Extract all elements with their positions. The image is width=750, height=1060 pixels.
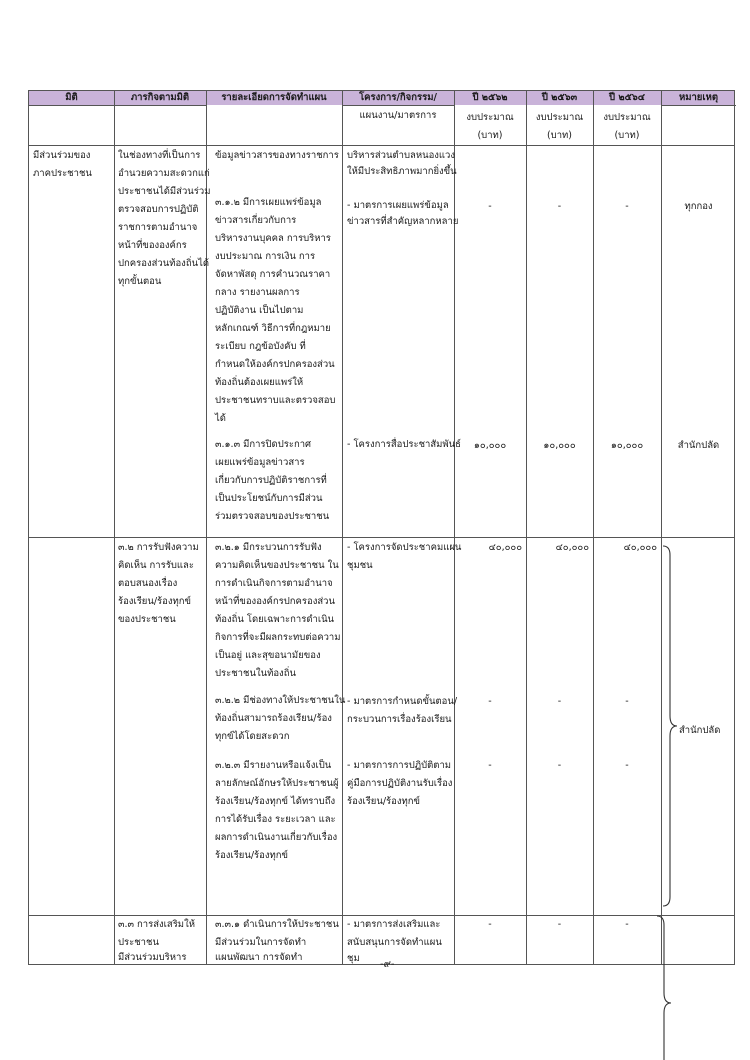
detail-text: จัดหาพัสดุ การคำนวณราคา [215,269,331,280]
header-plan-detail: รายละเอียดการจัดทำแผน [221,92,327,103]
detail-text: ระเบียบ กฎข้อบังคับ ที่ [215,341,306,352]
budget-2564: ๑๐,๐๐๐ [610,440,644,451]
mission-text: คิดเห็น การรับและ [118,560,194,571]
project-text: ให้มีประสิทธิภาพมากยิ่งขึ้น [347,166,457,177]
budget-2563: ๔๐,๐๐๐ [555,542,589,553]
dimension-text: มีส่วนร่วมของ [33,150,91,161]
detail-text: ร้องเรียน/ร้องทุกข์ ได้ทราบถึง [215,796,336,807]
mission-text: ราชการตามอำนาจ [118,222,198,233]
mission-text: ในช่องทางที่เป็นการ [118,150,201,161]
detail-text: กิจการที่จะมีผลกระทบต่อความ [215,632,341,643]
detail-text: เป็นประโยชน์กับการมีส่วน [215,493,323,504]
budget-2563: - [557,760,562,771]
detail-text: ท้องถิ่นสามารถร้องเรียน/ร้อง [215,713,332,724]
header-project: โครงการ/กิจกรรม/ [359,92,437,103]
mission-text: มีส่วนร่วมบริหาร [118,952,187,963]
plan-table [28,90,735,965]
detail-text: ประชาชนทราบและตรวจสอบ [215,395,336,406]
detail-text: เผยแพร่ข้อมูลข่าวสาร [215,457,305,468]
mission-text: อำนวยความสะดวกแก่ [118,168,210,179]
detail-text: บริหารงานบุคคล การบริหาร [215,233,331,244]
detail-text: ร่วมตรวจสอบของประชาชน [215,511,330,522]
header-year-2562: ปี ๒๕๖๒ [472,92,508,103]
detail-text: ปฏิบัติงาน เป็นไปตาม [215,305,304,316]
mission-3-2: ๓.๒ การรับฟังความ [118,542,199,553]
detail-text: ข่าวสารเกี่ยวกับการ [215,215,297,226]
mission-text: ตอบสนองเรื่อง [118,578,178,589]
header-budget: งบประมาณ [466,112,514,123]
budget-2564: ๔๐,๐๐๐ [623,542,657,553]
project-3-1-2: - มาตรการเผยแพร่ข้อมูล [347,200,449,211]
section-divider [29,915,734,916]
detail-text: หลักเกณฑ์ วิธีการที่กฎหมาย [215,323,331,334]
remark-text: สำนักปลัด [677,440,720,451]
detail-text: ความคิดเห็นของประชาชน ใน [215,560,339,571]
detail-text: การดำเนินกิจการตามอำนาจ [215,578,333,589]
project-text: สนับสนุนการจัดทำแผน [347,937,442,948]
mission-text: ประชาชนได้มีส่วนร่วม [118,186,211,197]
detail-3-3-1: ๓.๓.๑ ดำเนินการให้ประชาชน [215,919,339,930]
detail-text: เป็นอยู่ และสุขอนามัยของ [215,650,321,661]
detail-3-2-1: ๓.๒.๑ มีกระบวนการรับฟัง [215,542,322,553]
header-budget: งบประมาณ [603,112,651,123]
section-divider [29,537,734,538]
mission-text: ร้องเรียน/ร้องทุกข์ [118,596,192,607]
detail-text: หน้าที่ขององค์กรปกครองส่วน [215,596,335,607]
detail-text: ผลการดำเนินงานเกี่ยวกับเรื่อง [215,832,338,843]
header-budget: งบประมาณ [535,112,584,123]
project-3-2-2: - มาตรการกำหนดขั้นตอน/ [347,696,458,707]
project-3-1-3: - โครงการสื่อประชาสัมพันธ์ [347,439,461,450]
header-baht: (บาท) [477,130,503,141]
column-divider [526,91,527,964]
budget-2564: - [625,201,629,212]
dimension-text: ภาคประชาชน [33,168,92,179]
header-mission: ภารกิจตามมิติ [130,92,190,103]
detail-text: ร้องเรียน/ร้องทุกข์ [215,850,289,861]
mission-text: ทุกขั้นตอน [118,276,162,287]
detail-text: เกี่ยวกับการปฏิบัติราชการที่ [215,475,327,486]
header-baht: (บาท) [614,130,640,141]
remark-text: ทุกกอง [684,201,713,212]
detail-3-2-3: ๓.๒.๓ มีรายงานหรือแจ้งเป็น [215,760,332,771]
column-divider [206,91,207,964]
header-year-2563: ปี ๒๕๖๓ [541,92,578,103]
project-text: ข่าวสารที่สำคัญหลากหลาย [347,216,459,227]
header-project-2: แผนงาน/มาตรการ [359,110,437,121]
budget-2562: - [488,919,492,930]
mission-text: ประชาชน [118,937,159,948]
page-number: -๙- [380,959,395,970]
detail-text: ประชาชนในท้องถิ่น [215,668,296,679]
budget-2563: - [557,696,562,707]
budget-2563: - [557,919,562,930]
header-bottom-line [29,145,734,146]
detail-text: แผนพัฒนา การจัดทำ [215,952,303,963]
project-3-2-1: - โครงการจัดประชาคมแผน [347,542,462,553]
budget-2562: ๑๐,๐๐๐ [473,440,507,451]
project-3-3-1: - มาตรการส่งเสริมและ [347,919,441,930]
detail-text: ลายลักษณ์อักษรให้ประชาชนผู้ [215,778,339,789]
detail-text: กลาง รายงานผลการ [215,287,300,298]
budget-2564: - [625,696,629,707]
detail-text: ท้องถิ่น โดยเฉพาะการดำเนิน [215,614,335,625]
header-year-2564: ปี ๒๕๖๔ [608,92,645,103]
column-divider [114,91,115,964]
budget-2564: - [625,760,629,771]
budget-2562: - [488,201,492,212]
detail-text: ข้อมูลข่าวสารของทางราชการ [215,150,339,161]
detail-text: ได้ [215,413,226,424]
header-baht: (บาท) [546,130,573,141]
detail-text: ทุกข์ได้โดยสะดวก [215,731,290,742]
project-text: คู่มือการปฏิบัติงานรับเรื่อง [347,778,453,789]
mission-text: ของประชาชน [118,614,176,625]
budget-2562: ๔๐,๐๐๐ [488,542,522,553]
mission-3-3: ๓.๓ การส่งเสริมให้ [118,919,195,930]
budget-2562: - [488,760,492,771]
curly-brace-icon [661,545,681,907]
detail-3-1-3: ๓.๑.๓ มีการปิดประกาศ [215,439,312,450]
detail-3-1-2: ๓.๑.๒ มีการเผยแพร่ข้อมูล [215,197,322,208]
detail-text: งบประมาณ การเงิน การ [215,251,316,262]
project-text: ชุม [347,953,360,964]
project-text: ชุมชน [347,560,373,571]
header-dimension: มิติ [65,92,78,103]
project-3-2-3: - มาตรการการปฏิบัติตาม [347,760,452,771]
column-divider [593,91,594,964]
detail-3-2-2: ๓.๒.๒ มีช่องทางให้ประชาชนใน [215,695,346,706]
curly-brace-icon [655,915,675,1060]
project-text: ร้องเรียน/ร้องทุกข์ [347,796,421,807]
column-divider [342,91,343,964]
remark-text: สำนักปลัด [679,725,721,736]
project-text: บริหารส่วนตำบลหนองแวง [347,150,456,161]
mission-text: หน้าที่ขององค์กร [118,240,187,251]
mission-text: ปกครองส่วนท้องถิ่นได้ [118,258,210,269]
project-text: กระบวนการเรื่องร้องเรียน [347,714,452,725]
detail-text: กำหนดให้องค์กรปกครองส่วน [215,359,335,370]
budget-2562: - [488,696,492,707]
budget-2563: ๑๐,๐๐๐ [543,440,576,451]
detail-text: การได้รับเรื่อง ระยะเวลา และ [215,814,336,825]
header-remark: หมายเหตุ [678,92,719,103]
budget-2563: - [557,201,562,212]
detail-text: ท้องถิ่นต้องเผยแพร่ให้ [215,377,304,388]
mission-text: ตรวจสอบการปฏิบัติ [118,204,199,215]
budget-2564: - [625,919,629,930]
detail-text: มีส่วนร่วมในการจัดทำ [215,937,307,948]
